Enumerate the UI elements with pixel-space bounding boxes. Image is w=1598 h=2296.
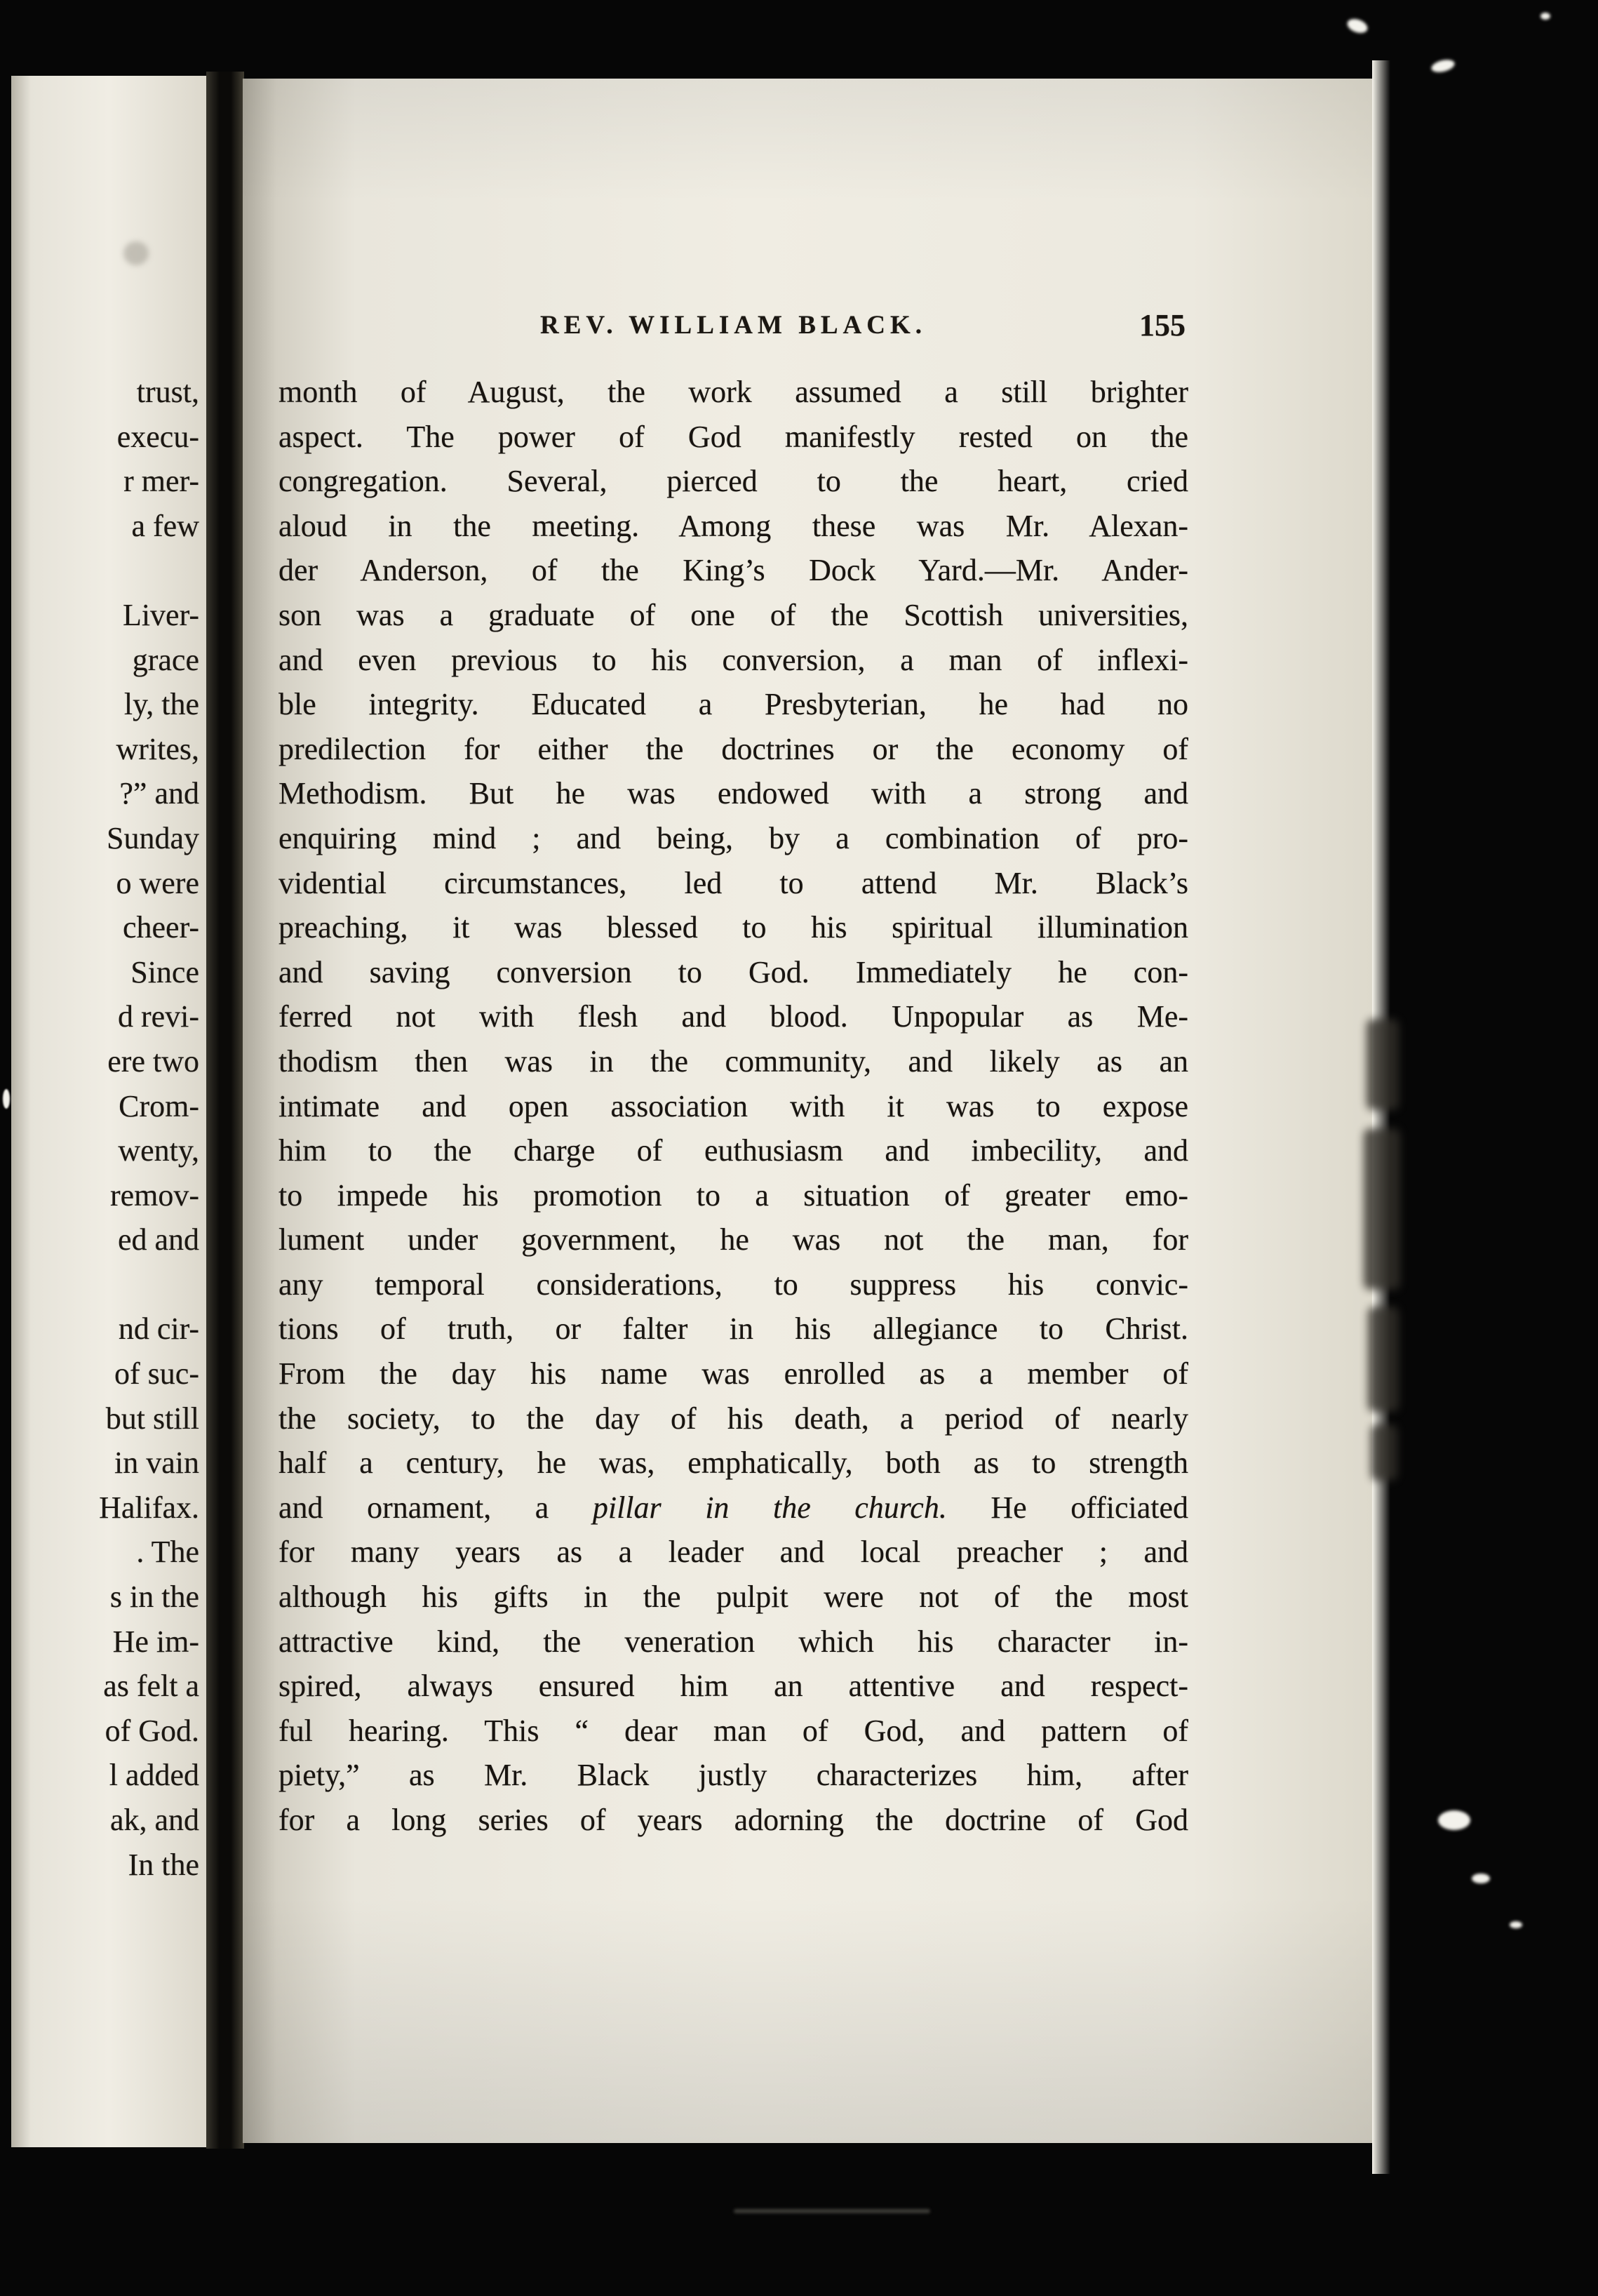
facing-page-fragment: in vain bbox=[114, 1446, 199, 1481]
text-line: for a long series of years adorning the doctrine of God bbox=[278, 1803, 1188, 1837]
running-title: REV. WILLIAM BLACK. bbox=[539, 311, 927, 340]
facing-page-fragment: Halifax. bbox=[99, 1490, 199, 1525]
paper-speck bbox=[734, 2209, 930, 2213]
text-line: to impede his promotion to a situation of greater emo- bbox=[278, 1177, 1188, 1213]
facing-page-fragment: Sunday bbox=[107, 820, 199, 855]
page-number: 155 bbox=[1139, 308, 1186, 342]
text-line: month of August, the work assumed a still brighter bbox=[278, 375, 1188, 409]
facing-page-fragment: Since bbox=[130, 954, 199, 989]
text-line: piety,” as Mr. Black justly characterizes him, after bbox=[278, 1758, 1188, 1793]
facing-page-fragment: Liver- bbox=[122, 597, 199, 632]
facing-page-fragment: but still bbox=[105, 1401, 199, 1436]
facing-page-fragment: o were bbox=[116, 865, 199, 900]
text-line: vidential circumstances, led to attend Mr. Black’s bbox=[278, 865, 1188, 900]
text-line: intimate and open association with it was to expose bbox=[278, 1088, 1188, 1123]
facing-page-fragment: l added bbox=[109, 1758, 199, 1793]
ink-smudge bbox=[1364, 1128, 1400, 1290]
ink-smudge bbox=[1368, 1307, 1399, 1412]
text-line: ble integrity. Educated a Presbyterian, he had no bbox=[278, 687, 1188, 722]
facing-page-fragment bbox=[17, 1262, 199, 1307]
facing-page-fragment: cheer- bbox=[122, 910, 199, 945]
facing-page-fragment: r mer- bbox=[123, 464, 199, 499]
facing-page-edge bbox=[11, 76, 208, 2147]
text-line: the society, to the day of his death, a period of nearly bbox=[278, 1401, 1188, 1436]
page-body-text bbox=[278, 370, 1188, 1843]
paper-speck bbox=[1438, 1810, 1470, 1830]
facing-page-fragment: In the bbox=[128, 1847, 199, 1882]
facing-page-fragment: ?” and bbox=[119, 776, 199, 811]
text-line: son was a graduate of one of the Scottish universities, bbox=[278, 597, 1188, 632]
italic-phrase: pillar in the church. bbox=[592, 1490, 947, 1525]
text-line: preaching, it was blessed to his spiritual illumination bbox=[278, 910, 1188, 945]
book-gutter-shadow bbox=[206, 72, 244, 2149]
text-line: him to the charge of euthusiasm and imbecility, and bbox=[278, 1133, 1188, 1168]
text-line: any temporal considerations, to suppress his convic- bbox=[278, 1267, 1188, 1302]
text-segment: He officiated bbox=[946, 1490, 1188, 1525]
facing-page-fragment: He im- bbox=[112, 1624, 199, 1659]
paper-speck bbox=[3, 1089, 10, 1109]
paper-smudge bbox=[123, 241, 149, 265]
facing-page-fragment: . The bbox=[136, 1535, 199, 1570]
main-page bbox=[243, 79, 1372, 2143]
facing-page-fragment: Crom- bbox=[119, 1088, 199, 1123]
text-line: spired, always ensured him an attentive and respect- bbox=[278, 1669, 1188, 1704]
facing-page-fragment: wenty, bbox=[118, 1133, 199, 1168]
facing-page-fragment bbox=[17, 548, 199, 593]
ink-smudge bbox=[1371, 1424, 1397, 1481]
text-line: From the day his name was enrolled as a member of bbox=[278, 1356, 1188, 1391]
facing-page-fragment: of suc- bbox=[114, 1356, 199, 1391]
facing-page-text-fragments bbox=[17, 370, 199, 1887]
text-line: thodism then was in the community, and likely as an bbox=[278, 1043, 1188, 1079]
page-edge-highlight bbox=[1372, 60, 1390, 2174]
text-line: and saving conversion to God. Immediately he con- bbox=[278, 954, 1188, 989]
text-line: lument under government, he was not the man, for bbox=[278, 1222, 1188, 1257]
facing-page-fragment: writes, bbox=[116, 731, 199, 766]
facing-page-fragment: execu- bbox=[116, 419, 199, 454]
paper-speck bbox=[1345, 16, 1369, 35]
text-line: ferred not with flesh and blood. Unpopular as Me- bbox=[278, 999, 1188, 1034]
text-line: attractive kind, the veneration which his character in- bbox=[278, 1624, 1188, 1659]
text-line bbox=[278, 1486, 1188, 1530]
text-line: enquiring mind ; and being, by a combination of pro- bbox=[278, 820, 1188, 855]
text-line: der Anderson, of the King’s Dock Yard.—Mr. Ander- bbox=[278, 553, 1188, 588]
text-line: half a century, he was, emphatically, both as to strength bbox=[278, 1446, 1188, 1481]
facing-page-fragment: as felt a bbox=[103, 1669, 199, 1704]
text-line: for many years as a leader and local preacher ; and bbox=[278, 1535, 1188, 1570]
text-segment: and ornament, a bbox=[278, 1490, 593, 1525]
paper-speck bbox=[1540, 13, 1550, 20]
facing-page-fragment: nd cir- bbox=[118, 1311, 199, 1347]
page-header bbox=[278, 310, 1188, 345]
facing-page-fragment: a few bbox=[131, 508, 199, 543]
text-line: Methodism. But he was endowed with a strong and bbox=[278, 776, 1188, 811]
text-line: although his gifts in the pulpit were not of the most bbox=[278, 1580, 1188, 1615]
page-edge-texture bbox=[1372, 60, 1577, 2174]
facing-page-fragment: remov- bbox=[109, 1177, 199, 1213]
facing-page-fragment: grace bbox=[132, 642, 199, 677]
paper-speck bbox=[1472, 1874, 1490, 1883]
facing-page-fragment: s in the bbox=[109, 1580, 199, 1615]
facing-page-fragment: trust, bbox=[136, 375, 199, 409]
paper-speck bbox=[1510, 1921, 1522, 1928]
text-line: predilection for either the doctrines or the economy of bbox=[278, 731, 1188, 766]
facing-page-fragment: ak, and bbox=[109, 1803, 199, 1837]
facing-page-fragment: ere two bbox=[107, 1043, 199, 1079]
facing-page-fragment: of God. bbox=[105, 1713, 199, 1748]
facing-page-fragment: ly, the bbox=[123, 687, 199, 722]
facing-page-fragment: ed and bbox=[117, 1222, 199, 1257]
text-line: tions of truth, or falter in his allegiance to Christ. bbox=[278, 1311, 1188, 1347]
facing-page-fragment: d revi- bbox=[117, 999, 199, 1034]
text-line: congregation. Several, pierced to the heart, cried bbox=[278, 464, 1188, 499]
text-line: and even previous to his conversion, a man of inflexi- bbox=[278, 642, 1188, 677]
text-line: aspect. The power of God manifestly rested on the bbox=[278, 419, 1188, 454]
text-line: aloud in the meeting. Among these was Mr. Alexan- bbox=[278, 508, 1188, 543]
text-line: ful hearing. This “ dear man of God, and pattern of bbox=[278, 1713, 1188, 1748]
ink-smudge bbox=[1367, 1019, 1399, 1110]
